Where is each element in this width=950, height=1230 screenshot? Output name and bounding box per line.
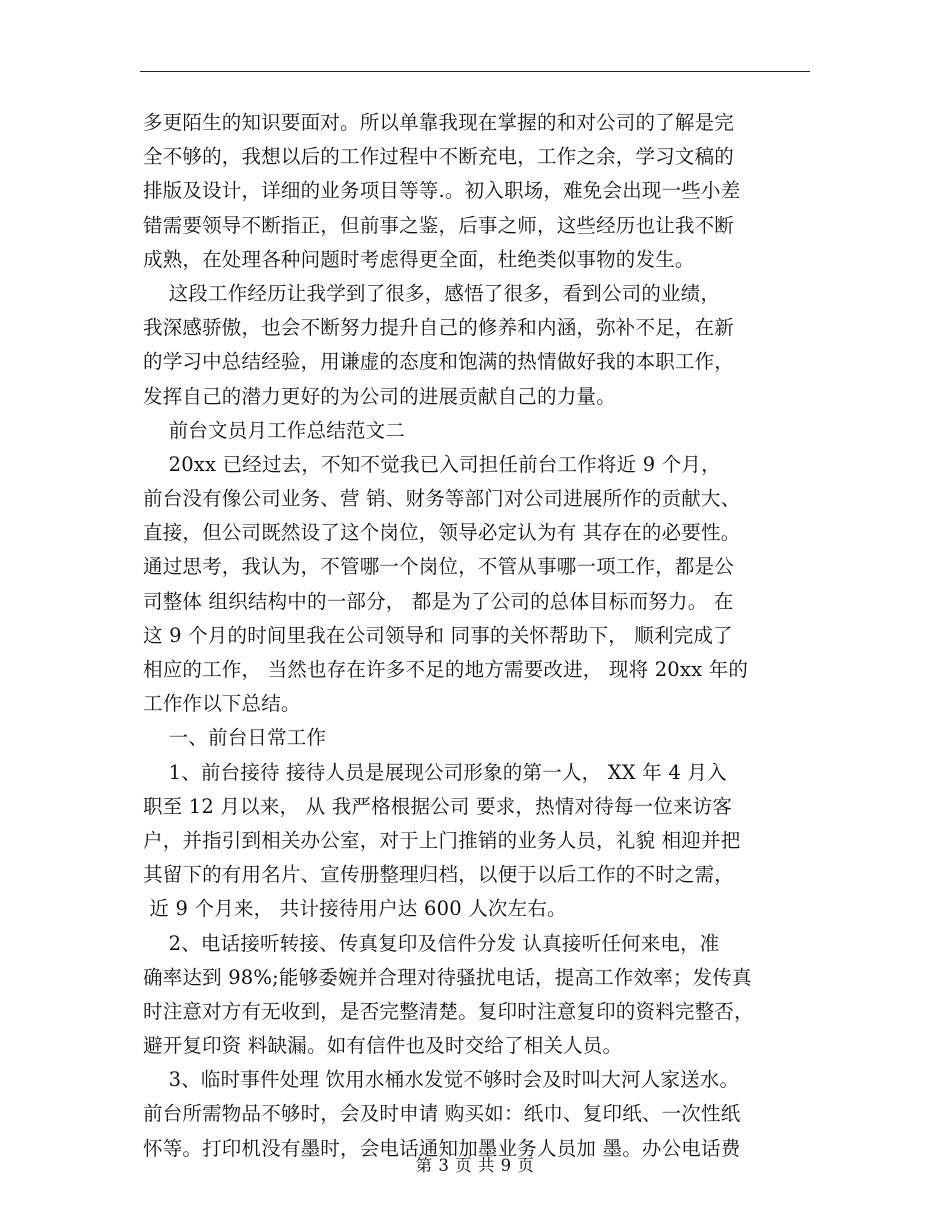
text-line: 司整体 组织结构中的一部分， 都是为了公司的总体目标而努力。 在	[143, 589, 734, 613]
text-line: 发挥自己的潜力更好的为公司的进展贡献自己的力量。	[143, 384, 616, 408]
document-body	[143, 106, 823, 1166]
text-line: 全不够的，我想以后的工作过程中不断充电，工作之余，学习文稿的	[143, 145, 735, 169]
text-line: 近 9 个月来， 共计接待用户达 600 人次左右。	[143, 897, 567, 921]
text-line: 避开复印资 料缺漏。如有信件也及时交给了相关人员。	[143, 1034, 623, 1058]
text-line: 前台所需物品不够时，会及时申请 购买如：纸巾、复印纸、一次性纸	[143, 1102, 741, 1126]
text-line: 这 9 个月的时间里我在公司领导和 同事的关怀帮助下， 顺利完成了	[143, 623, 733, 647]
text-line: 职至 12 月以来， 从 我严格根据公司 要求，热情对待每一位来访客	[143, 794, 733, 818]
text-line: 工作作以下总结。	[143, 692, 301, 716]
text-line: 直接，但公司既然设了这个岗位，领导必定认为有 其存在的必要性。	[143, 521, 741, 545]
text-line: 排版及设计，详细的业务项目等等.。初入职场，难免会出现一些小差	[143, 179, 741, 203]
header-divider	[140, 71, 810, 72]
text-line: 这段工作经历让我学到了很多，感悟了很多，看到公司的业绩，	[143, 281, 721, 305]
text-line: 其留下的有用名片、宣传册整理归档，以便于以后工作的不时之需，	[143, 863, 735, 887]
text-line: 时注意对方有无收到，是否完整清楚。复印时注意复印的资料完整否，	[143, 999, 754, 1023]
text-line: 一、前台日常工作	[143, 726, 327, 750]
text-line: 的学习中总结经验，用谦虚的态度和饱满的热情做好我的本职工作，	[143, 350, 735, 374]
text-line: 成熟，在处理各种问题时考虑得更全面，杜绝类似事物的发生。	[143, 247, 695, 271]
text-line: 确率达到 98%;能够委婉并合理对待骚扰电话，提高工作效率；发传真	[143, 965, 752, 989]
text-line: 20xx 已经过去，不知不觉我已入司担任前台工作将近 9 个月，	[143, 452, 721, 476]
text-line: 相应的工作， 当然也存在许多不足的地方需要改进， 现将 20xx 年的	[143, 658, 749, 681]
text-line: 怀等。打印机没有墨时，会电话通知加墨业务人员加 墨。办公电话费	[143, 1136, 741, 1160]
text-line: 错需要领导不断指正，但前事之鉴，后事之师，这些经历也让我不断	[143, 213, 735, 237]
page-footer: 第 3 页 共 9 页	[415, 1156, 535, 1175]
text-line: 通过思考，我认为，不管哪一个岗位，不管从事哪一项工作，都是公	[143, 555, 735, 579]
text-line: 3、临时事件处理 饮用水桶水发觉不够时会及时叫大河人家送水。	[143, 1068, 740, 1092]
text-line: 前台没有像公司业务、营 销、财务等部门对公司进展所作的贡献大、	[143, 487, 741, 511]
text-line: 户，并指引到相关办公室，对于上门推销的业务人员，礼貌 相迎并把	[143, 828, 741, 852]
text-line: 多更陌生的知识要面对。所以单靠我现在掌握的和对公司的了解是完	[143, 111, 735, 134]
text-line: 我深感骄傲，也会不断努力提升自己的修养和内涵，弥补不足，在新	[143, 316, 735, 340]
text-line: 1、前台接待 接待人员是展现公司形象的第一人， XX 年 4 月入	[143, 760, 727, 784]
text-line: 前台文员月工作总结范文二	[143, 418, 405, 442]
text-line: 2、电话接听转接、传真复印及信件分发 认真接听任何来电，准	[143, 931, 720, 955]
